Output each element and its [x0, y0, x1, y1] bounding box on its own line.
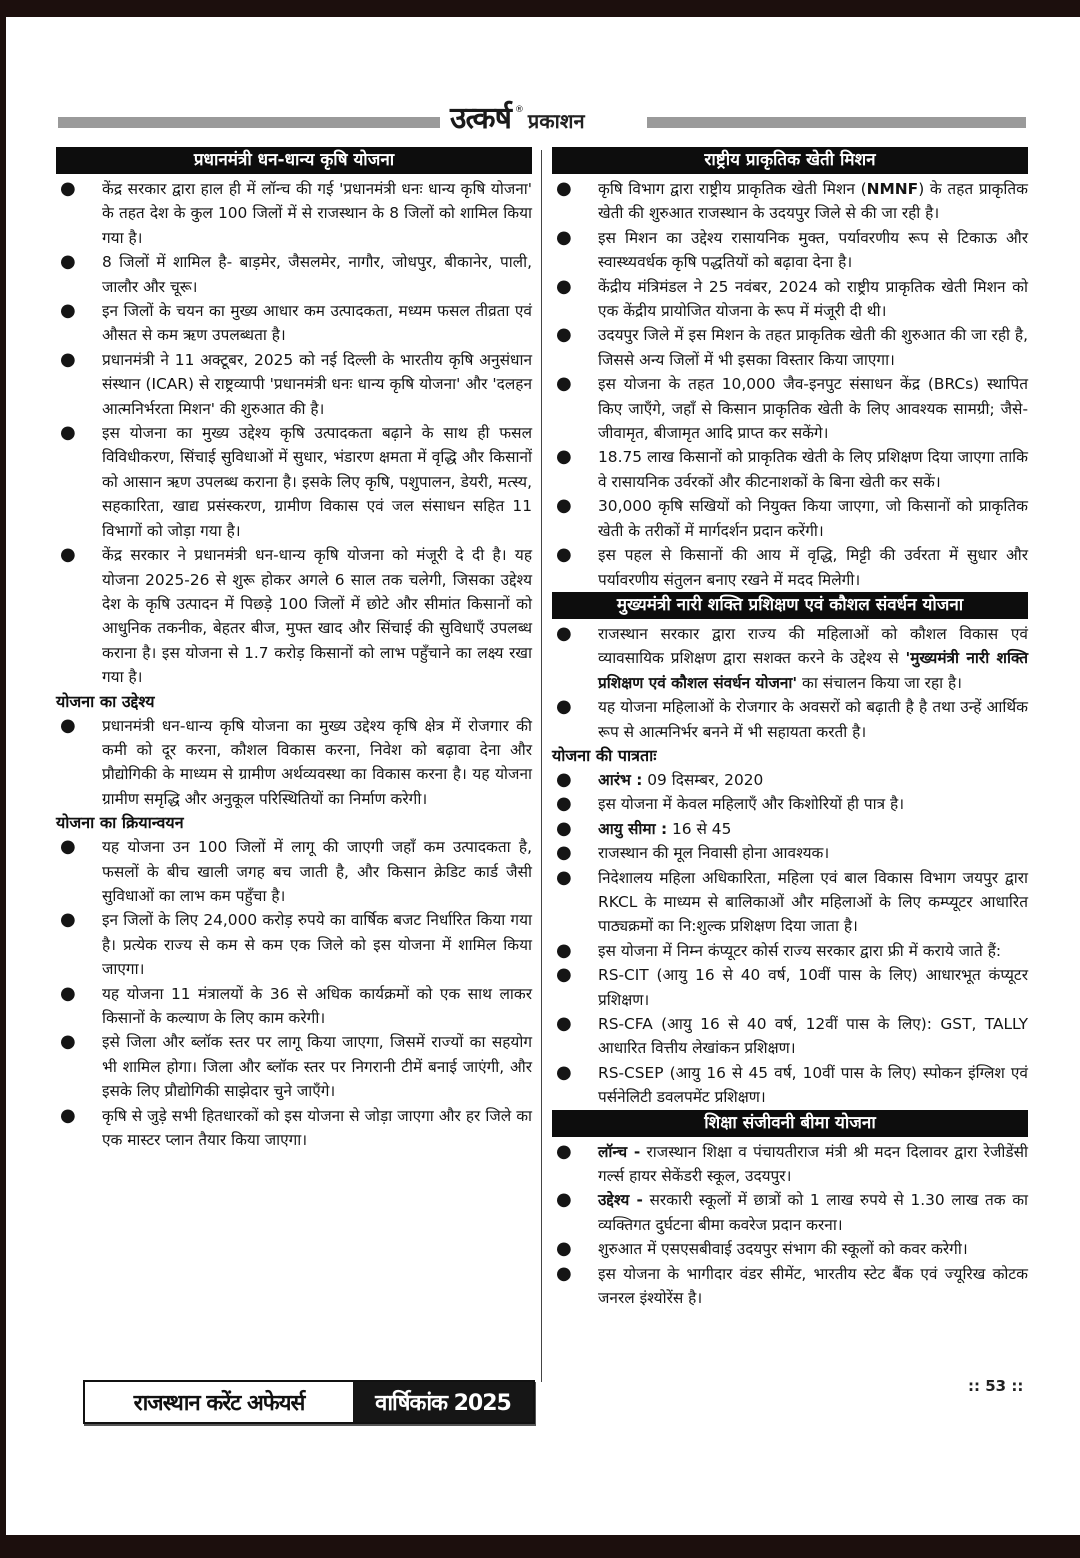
bullet-icon: ●	[556, 866, 572, 888]
bullet-list	[56, 177, 532, 690]
bullet-icon: ●	[556, 1140, 572, 1162]
bullet-icon: ●	[60, 422, 76, 444]
bullet-icon: ●	[60, 836, 76, 858]
list-item: ● इसे जिला और ब्लॉक स्तर पर लागू किया जाएगा, जिसमें राज्यों का सहयोग भी शामिल होगा। जिला और ब्लॉक स्तर पर निगरानी टीमें बनाई जाएंगी, और इसके लिए प्रौद्योगिकी साझेदार चुने जाएँगे।	[60, 1031, 532, 1101]
list-item: ● केंद्रीय मंत्रिमंडल ने 25 नवंबर, 2024 को राष्ट्रीय प्राकृतिक खेती मिशन को एक केंद्रीय प्रायोजित योजना के रूप में मंजूरी दी थी।	[556, 275, 1028, 321]
bullet-icon: ●	[60, 544, 76, 566]
footer-badge	[83, 1380, 535, 1424]
list-item: ● इस योजना के तहत 10,000 जैव-इनपुट संसाधन केंद्र (BRCs) स्थापित किए जाएँगे, जहाँ से किसान प्राकृतिक खेती के लिए आवश्यक सामग्री; जैसे- जीवामृत, बीजामृत आदि प्राप्त कर सकेंगे।	[556, 373, 1028, 443]
bullet-icon: ●	[60, 714, 76, 736]
section-title-pm-dhan-dhanya: प्रधानमंत्री धन-धान्य कृषि योजना	[56, 147, 532, 174]
section-title-natural-farming: राष्ट्रीय प्राकृतिक खेती मिशन	[552, 147, 1028, 174]
bullet-icon: ●	[556, 373, 572, 395]
bullet-icon: ●	[556, 495, 572, 517]
list-item: ● RS-CFA (आयु 16 से 40 वर्ष, 12वीं पास के लिए): GST, TALLY आधारित वित्तीय लेखांकन प्रशिक्षण।	[556, 1013, 1028, 1058]
bullet-list	[552, 1140, 1028, 1311]
list-item: ● प्रधानमंत्री ने 11 अक्टूबर, 2025 को नई दिल्ली के भारतीय कृषि अनुसंधान संस्थान (ICAR) से राष्ट्रव्यापी 'प्रधानमंत्री धनः धान्य कृषि योजना' और 'दलहन आत्मनिर्भरता मिशन' की शुरुआत की है।	[60, 348, 532, 418]
list-item: ● इस योजना में केवल महिलाएँ और किशोरियों ही पात्र है।	[556, 793, 905, 815]
bullet-icon: ●	[556, 324, 572, 346]
subheading-eligibility: योजना की पात्रताः	[552, 745, 657, 765]
subheading-implementation: योजना का क्रियान्वयन	[56, 813, 184, 833]
left-column	[56, 147, 532, 1152]
list-item: ● 30,000 कृषि सखियों को नियुक्त किया जाएगा, जो किसानों को प्राकृतिक खेती के तरीकों में मार्गदर्शन प्रदान करेंगी।	[556, 495, 1028, 540]
bullet-icon: ●	[556, 1262, 572, 1284]
bullet-icon: ●	[556, 446, 572, 468]
list-item: ● राजस्थान की मूल निवासी होना आवश्यक।	[556, 842, 830, 864]
list-item: ● निदेशालय महिला अधिकारिता, महिला एवं बाल विकास विभाग जयपुर द्वारा RKCL के माध्यम से बालिकाओं और महिलाओं के लिए कम्प्यूटर आधारित पाठ्यक्रमों का नि:शुल्क प्रशिक्षण दिया जाता है।	[556, 866, 1028, 936]
list-item: ● आरंभ : 09 दिसम्बर, 2020	[556, 768, 764, 790]
list-item: ● आयु सीमा : 16 से 45	[556, 817, 732, 839]
bullet-list	[552, 622, 1028, 744]
list-item: ● यह योजना महिलाओं के रोजगार के अवसरों को बढ़ाती है है तथा उन्हें आर्थिक रूप से आत्मनिर्भर बनने में भी सहायता करती है।	[556, 696, 1028, 741]
publisher-label: प्रकाशन	[527, 109, 585, 133]
brand-name: उत्कर्ष	[450, 101, 511, 136]
section-title-shiksha-sanjeevani: शिक्षा संजीवनी बीमा योजना	[552, 1110, 1028, 1137]
bullet-icon: ●	[556, 1061, 572, 1083]
list-item: ● यह योजना उन 100 जिलों में लागू की जाएगी जहाँ कम उत्पादकता है, फसलों के बीच खाली जगह बच जाती है, और किसान क्रेडिट कार्ड जैसी सुविधाओं का लाभ कम पहुँचा है।	[60, 836, 532, 905]
bullet-icon: ●	[60, 348, 76, 370]
list-item: ● केंद्र सरकार ने प्रधानमंत्री धन-धान्य कृषि योजना को मंजूरी दे दी है। यह योजना 2025-26 से शुरू होकर अगले 6 साल तक चलेगी, जिसका उद्देश्य देश के कृषि उत्पादन में पिछड़े 100 जिलों में छोटे और सीमांत किसानों को आधुनिक तकनीक, बेहतर बीज, मुफ्त खाद और सिंचाई की सुविधाएँ उपलब्ध कराना है। इस योजना से 1.7 करोड़ किसानों को लाभ पहुँचाने का लक्ष्य रखा गया है।	[60, 544, 532, 687]
bullet-icon: ●	[556, 768, 572, 790]
column-divider	[541, 150, 542, 1382]
list-item: ● केंद्र सरकार द्वारा हाल ही में लॉन्च की गई 'प्रधानमंत्री धनः धान्य कृषि योजना' के तहत देश के कुल 100 जिलों में से राजस्थान के 8 जिलों को शामिल किया गया है।	[60, 178, 532, 247]
masthead	[52, 92, 1026, 142]
subheading-objective: योजना का उद्देश्य	[56, 691, 155, 711]
list-item: ● उद्देश्य - सरकारी स्कूलों में छात्रों को 1 लाख रुपये से 1.30 लाख तक का व्यक्तिगत दुर्घटना बीमा कवरेज प्रदान करना।	[556, 1189, 1028, 1234]
bullet-icon: ●	[556, 1238, 572, 1260]
bullet-icon: ●	[60, 982, 76, 1004]
bullet-icon: ●	[556, 544, 572, 566]
list-item: ● 8 जिलों में शामिल है- बाड़मेर, जैसलमेर, नागौर, जोधपुर, बीकानेर, पाली, जालौर और चूरू।	[60, 251, 532, 296]
masthead-bar-left	[58, 117, 440, 128]
bullet-icon: ●	[556, 793, 572, 815]
list-item: ● कृषि विभाग द्वारा राष्ट्रीय प्राकृतिक खेती मिशन (NMNF) के तहत प्राकृतिक खेती की शुरुआत राजस्थान के उदयपुर जिले से की जा रही है।	[556, 178, 1028, 223]
bullet-icon: ●	[556, 226, 572, 248]
list-item: ● 18.75 लाख किसानों को प्राकृतिक खेती के लिए प्रशिक्षण दिया जाएगा ताकि वे रासायनिक उर्वरकों और कीटनाशकों के बिना खेती कर सकें।	[556, 446, 1028, 491]
bullet-icon: ●	[60, 251, 76, 273]
footer-badge-title: राजस्थान करेंट अफेयर्स	[85, 1382, 353, 1422]
list-item: ● इन जिलों के चयन का मुख्य आधार कम उत्पादकता, मध्यम फसल तीव्रता एवं औसत से कम ऋण उपलब्धता है।	[60, 300, 532, 345]
list-item: ● राजस्थान सरकार द्वारा राज्य की महिलाओं को कौशल विकास एवं व्यावसायिक प्रशिक्षण द्वारा सशक्त करने के उद्देश्य से 'मुख्यमंत्री नारी शक्ति प्रशिक्षण एवं कौशल संवर्धन योजना' का संचालन किया जा रहा है।	[556, 622, 1029, 692]
bullet-icon: ●	[556, 842, 572, 864]
bullet-icon: ●	[556, 275, 572, 297]
bullet-list	[56, 714, 532, 812]
bullet-icon: ●	[60, 300, 76, 322]
list-item: ● शुरुआत में एसएसबीवाई उदयपुर संभाग की स्कूलों को कवर करेगी।	[556, 1238, 968, 1260]
bullet-icon: ●	[556, 1013, 572, 1034]
list-item: ● प्रधानमंत्री धन-धान्य कृषि योजना का मुख्य उद्देश्य कृषि क्षेत्र में रोजगार की कमी को दूर करना, कौशल विकास करना, निवेश को बढ़ावा देना और प्रौद्योगिकी के माध्यम से ग्रामीण अर्थव्यवस्था का विकास करना है। यह योजना ग्रामीण समृद्धि और अनुकूल परिस्थितियों का निर्माण करेगी।	[60, 714, 532, 808]
bullet-icon: ●	[60, 178, 76, 199]
list-item: ● इस पहल से किसानों की आय में वृद्धि, मिट्टी की उर्वरता में सुधार और पर्यावरणीय संतुलन बनाए रखने में मदद मिलेगी।	[556, 544, 1028, 589]
list-item: ● इस योजना में निम्न कंप्यूटर कोर्स राज्य सरकार द्वारा फ्री में कराये जाते हैं:	[556, 939, 1002, 961]
bullet-list	[56, 835, 532, 1152]
section-title-nari-shakti: मुख्यमंत्री नारी शक्ति प्रशिक्षण एवं कौशल संवर्धन योजना	[552, 592, 1028, 619]
page-number: :: 53 ::	[968, 1377, 1024, 1395]
list-item: ● इस योजना के भागीदार वंडर सीमेंट, भारतीय स्टेट बैंक एवं ज्यूरिख कोटक जनरल इंश्योरेंस है।	[556, 1262, 1028, 1308]
right-column	[552, 147, 1028, 1310]
list-item: ● इस मिशन का उद्देश्य रासायनिक मुक्त, पर्यावरणीय रूप से टिकाऊ और स्वास्थ्यवर्धक कृषि पद्धतियों को बढ़ावा देना है।	[556, 226, 1028, 272]
publisher-logo	[450, 96, 585, 137]
bullet-icon: ●	[556, 964, 572, 986]
masthead-bar-right	[647, 117, 1026, 128]
footer-badge-edition: वार्षिकांक 2025	[353, 1382, 533, 1422]
bullet-list	[552, 768, 1028, 1110]
bullet-icon: ●	[556, 622, 572, 644]
list-item: ● कृषि से जुड़े सभी हितधारकों को इस योजना से जोड़ा जाएगा और हर जिले का एक मास्टर प्लान तैयार किया जाएगा।	[60, 1104, 532, 1150]
bullet-icon: ●	[556, 1189, 572, 1211]
bullet-icon: ●	[60, 1031, 76, 1053]
bullet-icon: ●	[556, 817, 572, 839]
list-item: ● RS-CIT (आयु 16 से 40 वर्ष, 10वीं पास के लिए) आधारभूत कंप्यूटर प्रशिक्षण।	[556, 964, 1028, 1009]
bullet-icon: ●	[556, 696, 572, 718]
list-item: ● उदयपुर जिले में इस मिशन के तहत प्राकृतिक खेती की शुरुआत की जा रही है, जिससे अन्य जिलों में भी इसका विस्तार किया जाएगा।	[556, 324, 1028, 369]
list-item: ● इन जिलों के लिए 24,000 करोड़ रुपये का वार्षिक बजट निर्धारित किया गया है। प्रत्येक राज्य से कम से कम एक जिले को इस योजना में शामिल किया जाएगा।	[60, 909, 532, 979]
bullet-list	[552, 177, 1028, 592]
list-item: ● RS-CSEP (आयु 16 से 45 वर्ष, 10वीं पास के लिए) स्पोकन इंग्लिश एवं पर्सनेलिटी डवलपमेंट प्रशिक्षण।	[556, 1061, 1028, 1107]
registered-mark: ®	[514, 105, 524, 115]
bullet-icon: ●	[556, 939, 572, 961]
bullet-icon: ●	[60, 909, 76, 931]
list-item: ● इस योजना का मुख्य उद्देश्य कृषि उत्पादकता बढ़ाने के साथ ही फसल विविधीकरण, सिंचाई सुविधाओं में सुधार, भंडारण क्षमता में वृद्धि और किसानों को आसान ऋण उपलब्ध कराना है। इसके लिए कृषि, पशुपालन, डेयरी, मत्स्य, सहकारिता, खाद्य प्रसंस्करण, ग्रामीण विकास एवं जल संसाधन सहित 11 विभागों को जोड़ा गया है।	[60, 422, 532, 540]
bullet-icon: ●	[60, 1104, 76, 1126]
bullet-icon: ●	[556, 178, 572, 199]
list-item: ● यह योजना 11 मंत्रालयों के 36 से अधिक कार्यक्रमों को एक साथ लाकर किसानों के कल्याण के लिए काम करेगी।	[60, 982, 532, 1027]
list-item: ● लॉन्च - राजस्थान शिक्षा व पंचायतीराज मंत्री श्री मदन दिलावर द्वारा रेजीडेंसी गर्ल्स हायर सेकेंडरी स्कूल, उदयपुर।	[556, 1140, 1028, 1186]
